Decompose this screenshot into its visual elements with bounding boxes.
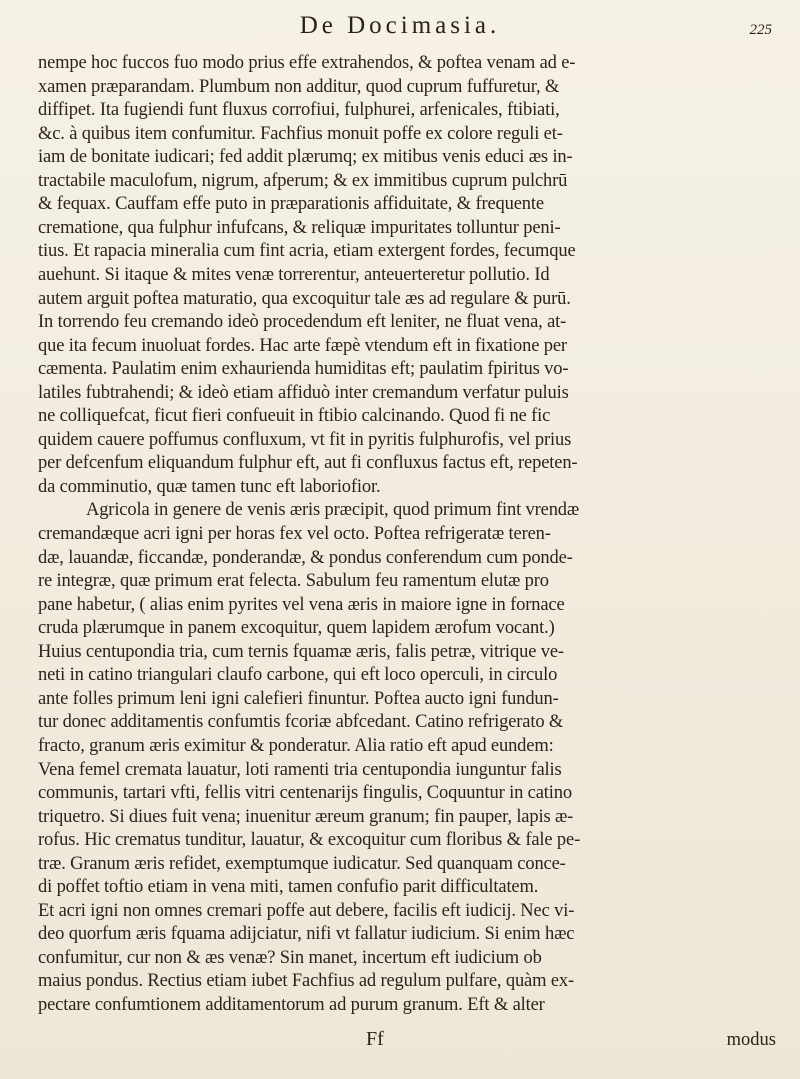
- text-line: latiles fubtrahendi; & ideò etiam affiduò inter cremandum verfatur puluis: [38, 382, 569, 403]
- text-line: deo quorfum æris fquama adijciatur, nifi vt fallatur iudicium. Si enim hæc: [38, 924, 575, 945]
- text-line: Agricola in genere de venis æris præcipit, quod primum fint vrendæ: [86, 500, 580, 521]
- running-title: De Docimasia.: [299, 12, 501, 39]
- text-line: di poffet toftio etiam in vena miti, tamen confufio parit difficultatem.: [38, 877, 539, 898]
- text-line: diffipet. Ita fugiendi funt fluxus corrofiui, fulphurei, arfenicales, ftibiati,: [38, 100, 560, 121]
- text-line: auehunt. Si itaque & mites venæ torrerentur, anteuerteretur pollutio. Id: [38, 264, 550, 285]
- text-line: In torrendo feu cremando ideò procedendum eft leniter, ne fluat vena, at-: [38, 312, 567, 333]
- text-line: communis, tartari vfti, fellis vitri centenarijs fingulis, Coquuntur in catino: [38, 783, 572, 804]
- text-line: re integræ, quæ primum erat felecta. Sabulum feu ramentum elutæ pro: [38, 571, 549, 592]
- catchword: modus: [726, 1030, 776, 1050]
- text-line: cæmenta. Paulatim enim exhaurienda humiditas eft; paulatim fpiritus vo-: [38, 359, 569, 380]
- text-line: confumitur, cur non & æs venæ? Sin manet, incertum eft iudicium ob: [38, 947, 542, 968]
- text-line: tius. Et rapacia mineralia cum fint acria, etiam extergent fordes, fecumque: [38, 241, 576, 262]
- text-line: pane habetur, ( alias enim pyrites vel vena æris in maiore igne in fornace: [38, 594, 565, 615]
- text-line: fracto, granum æris eximitur & ponderatur. Alia ratio eft apud eundem:: [38, 735, 554, 756]
- text-line: tractabile maculofum, nigrum, afperum; & ex immitibus cuprum pulchrū: [38, 170, 568, 191]
- signature-mark: Ff: [366, 1028, 384, 1050]
- text-line: rofus. Hic crematus tunditur, lauatur, & excoquitur cum floribus & fale pe-: [38, 830, 581, 851]
- text-line: cruda plærumque in panem excoquitur, quem lapidem ærofum vocant.): [38, 618, 555, 639]
- text-line: que ita fecum inuoluat fordes. Hac arte fæpè vtendum eft in fixatione per: [38, 335, 567, 356]
- text-line: neti in catino triangulari claufo carbone, qui eft loco operculi, in circulo: [38, 665, 558, 686]
- page-number: 225: [749, 22, 772, 38]
- text-line: træ. Granum æris refidet, exemptumque iudicatur. Sed quanquam conce-: [38, 853, 566, 874]
- text-line: nempe hoc fuccos fuo modo prius effe extrahendos, & poftea venam ad e-: [38, 53, 576, 73]
- text-line: autem arguit poftea maturatio, qua excoquitur tale æs ad regulare & purū.: [38, 288, 571, 309]
- text-line: iam de bonitate iudicari; fed addit plærumq; ex mitibus venis educi æs in-: [38, 147, 573, 168]
- text-line: ante folles primum leni igni calefieri finuntur. Poftea aucto igni fundun-: [38, 688, 559, 709]
- text-line: crematione, qua fulphur infufcans, & reliquæ impuritates tolluntur peni-: [38, 217, 561, 238]
- page-footer: [0, 1028, 800, 1054]
- text-line: ne colliquefcat, ficut fieri confueuit in ftibio calcinando. Quod fi ne fic: [38, 406, 551, 427]
- text-line: Et acri igni non omnes cremari poffe aut debere, facilis eft iudicij. Nec vi-: [38, 900, 575, 921]
- text-line: quidem cauere poffumus confluxum, vt fit in pyritis fulphurofis, vel prius: [38, 429, 572, 450]
- text-line: per defcenfum eliquandum fulphur eft, aut fi confluxus factus eft, repeten-: [38, 453, 578, 474]
- text-line: cremandæque acri igni per horas fex vel octo. Poftea refrigeratæ teren-: [38, 524, 551, 544]
- text-line: & fequax. Cauffam effe puto in præparationis affiduitate, & frequente: [38, 194, 544, 215]
- text-line: xamen præparandam. Plumbum non additur, quod cuprum fuffuretur, &: [38, 76, 560, 97]
- text-line: pectare confumtionem additamentorum ad purum granum. Eft & alter: [38, 995, 545, 1015]
- text-line: maius pondus. Rectius etiam iubet Fachfius ad regulum pulfare, quàm ex-: [38, 971, 574, 992]
- text-line: &c. à quibus item confumitur. Fachfius monuit poffe ex colore reguli et-: [38, 123, 563, 144]
- text-line: Vena femel cremata lauatur, loti ramenti tria centupondia iunguntur falis: [38, 759, 562, 780]
- running-head: [0, 8, 800, 42]
- text-line: da comminutio, quæ tamen tunc eft laboriofior.: [38, 476, 381, 497]
- text-line: dæ, lauandæ, ficcandæ, ponderandæ, & pondus conferendum cum ponde-: [38, 547, 573, 568]
- text-line: triquetro. Si diues fuit vena; inuenitur æreum granum; fin pauper, lapis æ-: [38, 806, 574, 827]
- text-line: Huius centupondia tria, cum ternis fquamæ æris, falis petræ, vitrique ve-: [38, 641, 564, 662]
- text-line: tur donec additamentis confumtis fcoriæ abfcedant. Catino refrigerato &: [38, 712, 564, 733]
